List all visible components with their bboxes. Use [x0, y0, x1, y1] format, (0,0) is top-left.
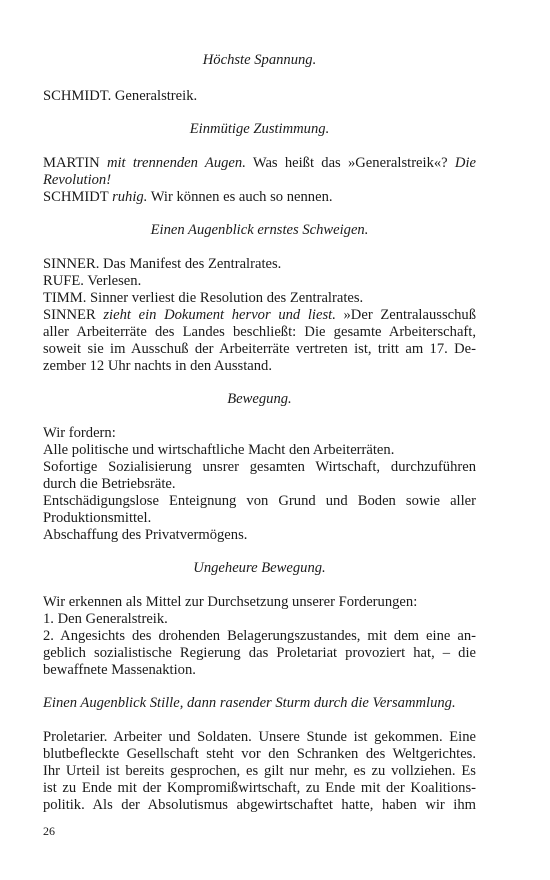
italic-text: Die	[454, 155, 476, 171]
italic-text: mit trennenden Augen.	[106, 155, 246, 171]
text-span: bewaffnete Massenaktion.	[43, 662, 196, 678]
italic-text: Revolution!	[43, 172, 112, 188]
text-line	[43, 510, 476, 527]
text-span: zember 12 Uhr nachts in den Ausstand.	[43, 358, 272, 374]
text-span: Proletarier. Arbeiter und Soldaten. Unsere Stunde ist gekommen. Eine	[43, 729, 476, 745]
text-line	[43, 442, 476, 459]
text-span: Wir können es auch so nennen.	[147, 189, 333, 205]
stage-direction	[43, 121, 476, 138]
text-line	[43, 797, 476, 814]
text-line	[43, 611, 476, 628]
text-line	[43, 645, 476, 662]
italic-text: ruhig.	[112, 189, 148, 205]
text-span: Alle politische und wirtschaftliche Macht den Arbeiterräten.	[43, 442, 395, 458]
text-line	[43, 155, 476, 172]
text-line	[43, 527, 476, 544]
text-span: Höchste Spannung.	[202, 52, 317, 68]
text-line	[43, 780, 476, 797]
text-span: Wir fordern:	[43, 425, 116, 441]
text-line	[43, 189, 476, 206]
text-line	[43, 324, 476, 341]
text-span: RUFE. Verlesen.	[43, 273, 142, 289]
text-span: geblich sozialistische Regierung das Proletariat provoziert hat, – die	[43, 645, 476, 661]
text-line	[43, 341, 476, 358]
text-line	[43, 273, 476, 290]
text-span: ist zu Ende mit der Kompromißwirtschaft, zu Ende mit der Koalitions-	[43, 780, 476, 796]
text-span: SINNER	[43, 307, 104, 323]
text-line	[43, 290, 476, 307]
text-span: Wir erkennen als Mittel zur Durchsetzung unserer Forderungen:	[43, 594, 418, 610]
text-span: SINNER. Das Manifest des Zentralrates.	[43, 256, 282, 272]
text-line	[43, 172, 476, 189]
text-line	[43, 695, 476, 712]
text-span: 2. Angesichts des drohenden Belagerungszustandes, mit dem eine an-	[43, 628, 476, 644]
text-span: blutbefleckte Gesellschaft steht vor den Schranken des Weltgerichtes.	[43, 746, 476, 762]
text-span: soweit sie im Ausschuß der Arbeiterräte vertreten ist, tritt am 17. De-	[43, 341, 476, 357]
text-line	[43, 256, 476, 273]
text-span: Was heißt das »Generalstreik«?	[245, 155, 455, 171]
text-line	[43, 662, 476, 679]
text-line	[43, 459, 476, 476]
page-body	[43, 0, 476, 880]
text-span: MARTIN	[43, 155, 107, 171]
text-span: SCHMIDT. Generalstreik.	[43, 88, 198, 104]
text-span: Einen Augenblick ernstes Schweigen.	[150, 222, 369, 238]
text-line	[43, 493, 476, 510]
stage-direction	[43, 560, 476, 577]
stage-direction	[43, 52, 476, 69]
text-span: durch die Betriebsräte.	[43, 476, 176, 492]
text-span: Produktionsmittel.	[43, 510, 152, 526]
stage-direction	[43, 222, 476, 239]
text-line	[43, 88, 476, 105]
text-span: 1. Den Generalstreik.	[43, 611, 168, 627]
text-line	[43, 425, 476, 442]
text-line	[43, 358, 476, 375]
stage-direction	[43, 391, 476, 408]
text-span: aller Arbeiterräte des Landes beschließt: Die gesamte Arbeiterschaft,	[43, 324, 476, 340]
page-number: 26	[43, 824, 55, 838]
text-span: »Der Zentralausschuß	[335, 307, 476, 323]
text-line	[43, 476, 476, 493]
text-span: Einmütige Zustimmung.	[189, 121, 330, 137]
text-line	[43, 594, 476, 611]
italic-text: zieht ein Dokument hervor und liest.	[103, 307, 336, 323]
italic-text: Einen Augenblick Stille, dann rasender Sturm durch die Versammlung.	[43, 695, 456, 711]
text-line	[43, 746, 476, 763]
text-line	[43, 729, 476, 746]
text-span: SCHMIDT	[43, 189, 113, 205]
text-line	[43, 628, 476, 645]
text-span: politik. Als der Absolutismus abgewirtschaftet hatte, haben wir ihm	[43, 797, 476, 813]
text-span: Ungeheure Bewegung.	[193, 560, 326, 576]
text-span: TIMM. Sinner verliest die Resolution des Zentralrates.	[43, 290, 364, 306]
text-span: Ihr Urteil ist bereits gesprochen, es gilt nur mehr, es zu vollziehen. Es	[43, 763, 476, 779]
text-span: Abschaffung des Privatvermögens.	[43, 527, 248, 543]
text-line	[43, 763, 476, 780]
text-span: Bewegung.	[227, 391, 292, 407]
text-span: Sofortige Sozialisierung unsrer gesamten Wirtschaft, durchzuführen	[43, 459, 476, 475]
text-line	[43, 307, 476, 324]
text-span: Entschädigungslose Enteignung von Grund und Boden sowie aller	[43, 493, 476, 509]
